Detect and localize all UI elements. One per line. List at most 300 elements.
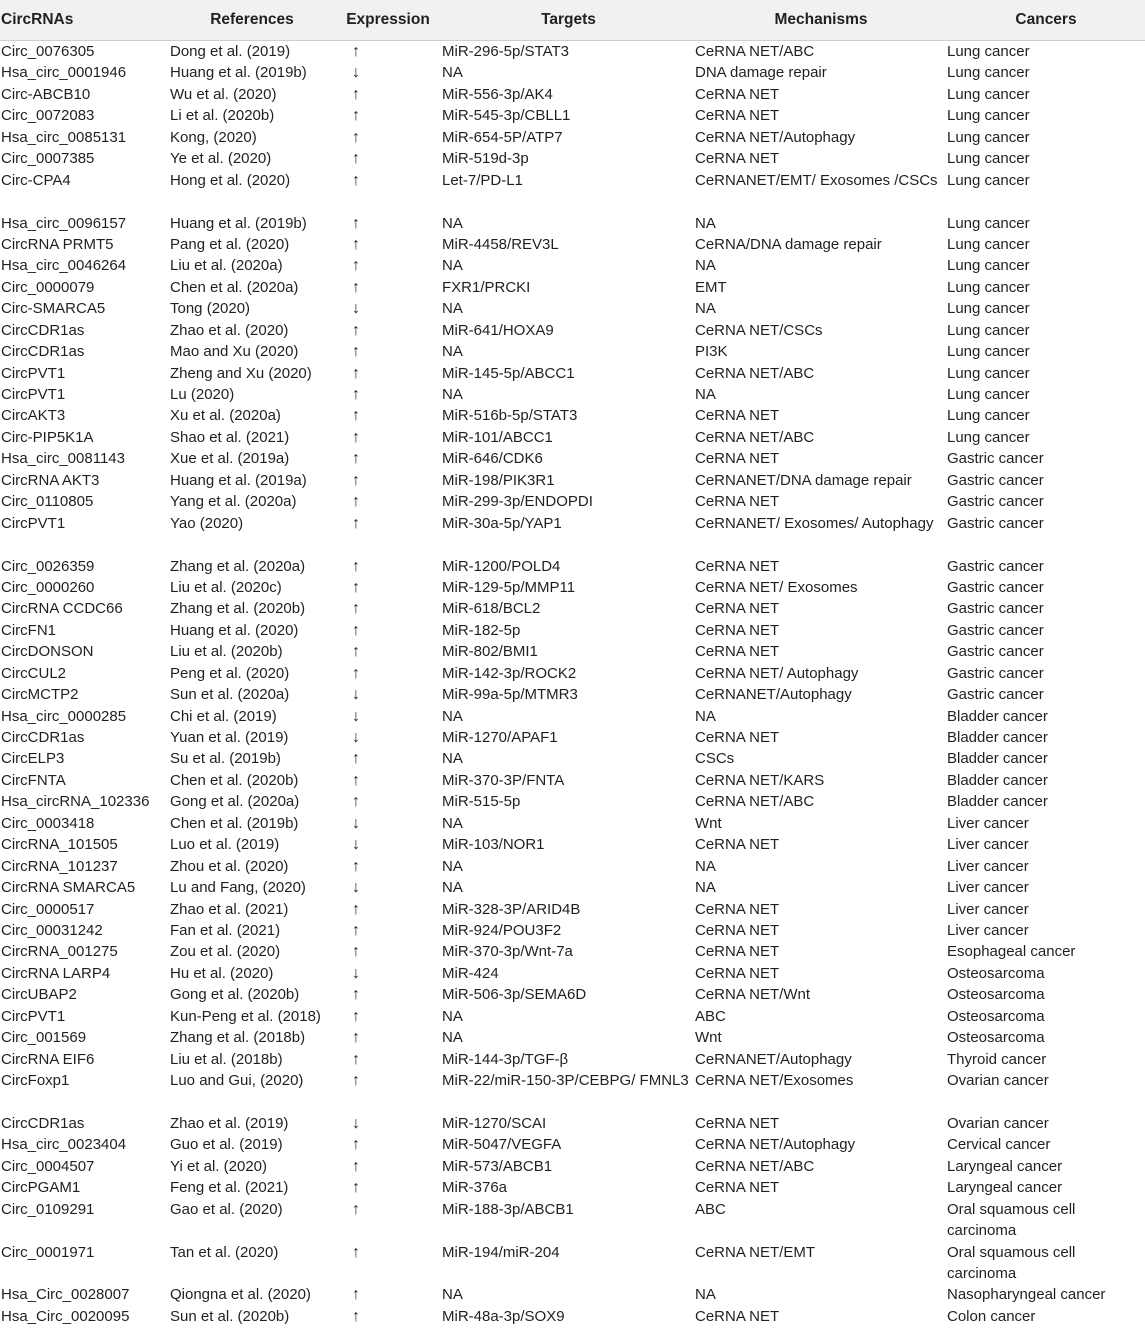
cell-mechanisms: CeRNA NET <box>695 107 780 125</box>
cell-reference: Lu and Fang, (2020) <box>170 879 306 897</box>
cell-targets: MiR-144-3p/TGF-β <box>442 1050 569 1068</box>
cell-circrna: CircFoxp1 <box>1 1072 70 1090</box>
cell-mechanisms: CeRNANET/Autophagy <box>695 1050 852 1068</box>
cell-cancers: Gastric cancer <box>947 664 1044 682</box>
cell-mechanisms: CeRNANET/DNA damage repair <box>695 471 912 489</box>
cell-circrna: CircMCTP2 <box>1 686 79 704</box>
cell-mechanisms: CeRNA NET/EMT <box>695 1243 816 1261</box>
cell-expression: ↓ <box>352 729 360 747</box>
table-row <box>0 105 1145 126</box>
cell-targets: NA <box>442 343 463 361</box>
table-row <box>0 255 1145 276</box>
cell-circrna: CircRNA AKT3 <box>1 471 100 489</box>
cell-cancers: Lung cancer <box>947 235 1030 253</box>
table-row <box>0 598 1145 619</box>
cell-reference: Tong (2020) <box>170 300 251 318</box>
table-row <box>0 856 1145 877</box>
table-row <box>0 684 1145 705</box>
cell-targets: MiR-641/HOXA9 <box>442 321 554 339</box>
cell-cancers: Colon cancer <box>947 1307 1036 1325</box>
cell-reference: Liu et al. (2018b) <box>170 1050 283 1068</box>
cell-reference: Li et al. (2020b) <box>170 107 275 125</box>
cell-expression: ↑ <box>352 1050 360 1068</box>
cell-reference: Liu et al. (2020a) <box>170 257 283 275</box>
cell-reference: Feng et al. (2021) <box>170 1179 289 1197</box>
cell-expression: ↓ <box>352 300 360 318</box>
cell-targets: MiR-103/NOR1 <box>442 836 545 854</box>
cell-targets: NA <box>442 879 463 897</box>
cell-circrna: Hsa_circ_0001946 <box>1 64 127 82</box>
cell-targets: MiR-328-3P/ARID4B <box>442 900 581 918</box>
cell-expression: ↑ <box>352 1179 360 1197</box>
cell-targets: MiR-376a <box>442 1179 508 1197</box>
cell-circrna: CircCDR1as <box>1 1114 85 1132</box>
cell-expression: ↑ <box>352 1029 360 1047</box>
cell-targets: MiR-5047/VEGFA <box>442 1136 562 1154</box>
header-row <box>0 0 1145 41</box>
table-row <box>0 770 1145 791</box>
cell-circrna: CircPVT1 <box>1 514 66 532</box>
cell-targets: MiR-424 <box>442 964 499 982</box>
cell-circrna: CircRNA PRMT5 <box>1 235 114 253</box>
cell-targets: MiR-101/ABCC1 <box>442 428 553 446</box>
cell-circrna: CircCDR1as <box>1 343 85 361</box>
cell-expression: ↑ <box>352 986 360 1004</box>
cell-mechanisms: CeRNANET/Autophagy <box>695 686 852 704</box>
cell-cancers: Oral squamous cell carcinoma <box>947 1243 1076 1282</box>
cell-targets: MiR-182-5p <box>442 621 521 639</box>
table-row <box>0 663 1145 684</box>
header-references: References <box>170 0 334 41</box>
cell-mechanisms: CeRNA NET/ABC <box>695 428 815 446</box>
cell-expression: ↑ <box>352 43 360 60</box>
cell-targets: NA <box>442 214 463 232</box>
cell-mechanisms: CeRNA NET <box>695 450 780 468</box>
cell-expression: ↓ <box>352 836 360 854</box>
cell-circrna: CircUBAP2 <box>1 986 77 1004</box>
cell-targets: MiR-370-3P/FNTA <box>442 771 565 789</box>
cell-circrna: Circ-PIP5K1A <box>1 428 94 446</box>
cell-reference: Su et al. (2019b) <box>170 750 281 768</box>
cell-cancers: Gastric cancer <box>947 643 1044 661</box>
cell-mechanisms: CeRNA NET <box>695 1307 780 1325</box>
cell-targets: MiR-802/BMI1 <box>442 643 538 661</box>
table-row <box>0 277 1145 298</box>
cell-cancers: Osteosarcoma <box>947 964 1045 982</box>
cell-mechanisms: DNA damage repair <box>695 64 827 82</box>
cell-targets: MiR-30a-5p/YAP1 <box>442 514 562 532</box>
cell-targets: MiR-556-3p/AK4 <box>442 85 553 103</box>
cell-mechanisms: CeRNA NET/CSCs <box>695 321 823 339</box>
cell-reference: Zhou et al. (2020) <box>170 857 289 875</box>
cell-expression: ↑ <box>352 1200 360 1218</box>
cell-circrna: Circ_0109291 <box>1 1200 95 1218</box>
cell-targets: NA <box>442 386 463 404</box>
table-row <box>0 641 1145 662</box>
table-row <box>0 1156 1145 1177</box>
cell-mechanisms: CeRNA NET <box>695 493 780 511</box>
table-row <box>0 213 1145 234</box>
cell-reference: Zhao et al. (2019) <box>170 1114 289 1132</box>
cell-targets: NA <box>442 257 463 275</box>
cell-expression: ↑ <box>352 557 360 575</box>
cell-targets: NA <box>442 814 463 832</box>
cell-mechanisms: CeRNA NET/ABC <box>695 364 815 382</box>
cell-circrna: Circ_0000517 <box>1 900 95 918</box>
cell-expression: ↑ <box>352 471 360 489</box>
cell-targets: NA <box>442 707 463 725</box>
table-row <box>0 1242 1145 1285</box>
cell-cancers: Gastric cancer <box>947 514 1044 532</box>
cell-circrna: Circ_00031242 <box>1 921 103 939</box>
table-row <box>0 620 1145 641</box>
cell-mechanisms: CeRNA NET/Autophagy <box>695 128 856 146</box>
table-row <box>0 405 1145 426</box>
table-row <box>0 1177 1145 1198</box>
cell-targets: NA <box>442 64 463 82</box>
cell-circrna: Circ_0007385 <box>1 150 95 168</box>
cell-mechanisms: NA <box>695 214 716 232</box>
cell-cancers: Lung cancer <box>947 407 1030 425</box>
cell-circrna: CircDONSON <box>1 643 94 661</box>
cell-expression: ↓ <box>352 707 360 725</box>
cell-mechanisms: Wnt <box>695 814 722 832</box>
cell-expression: ↑ <box>352 364 360 382</box>
table-row <box>0 1070 1145 1113</box>
cell-mechanisms: NA <box>695 879 716 897</box>
cell-targets: MiR-99a-5p/MTMR3 <box>442 686 578 704</box>
cell-expression: ↑ <box>352 1307 360 1325</box>
cell-mechanisms: NA <box>695 257 716 275</box>
cell-reference: Kong, (2020) <box>170 128 257 146</box>
cell-reference: Luo and Gui, (2020) <box>170 1072 304 1090</box>
cell-circrna: Circ_0072083 <box>1 107 95 125</box>
table-row <box>0 1027 1145 1048</box>
cell-expression: ↑ <box>352 1007 360 1025</box>
cell-mechanisms: CeRNANET/ Exosomes/ Autophagy <box>695 514 934 532</box>
table-row <box>0 941 1145 962</box>
cell-circrna: Circ_001569 <box>1 1029 87 1047</box>
cell-mechanisms: NA <box>695 300 716 318</box>
cell-targets: FXR1/PRCKI <box>442 278 531 296</box>
cell-expression: ↑ <box>352 321 360 339</box>
cell-cancers: Nasopharyngeal cancer <box>947 1286 1106 1304</box>
cell-expression: ↑ <box>352 1286 360 1304</box>
cell-cancers: Bladder cancer <box>947 750 1048 768</box>
cell-circrna: CircCDR1as <box>1 729 85 747</box>
cell-expression: ↑ <box>352 1136 360 1154</box>
cell-reference: Liu et al. (2020c) <box>170 578 282 596</box>
cell-expression: ↑ <box>352 857 360 875</box>
cell-cancers: Osteosarcoma <box>947 1029 1045 1047</box>
cell-expression: ↑ <box>352 450 360 468</box>
cell-circrna: Hsa_circ_0081143 <box>1 450 125 468</box>
cell-cancers: Lung cancer <box>947 43 1030 60</box>
cell-mechanisms: ABC <box>695 1007 726 1025</box>
header-mechanisms: Mechanisms <box>695 0 947 41</box>
cell-circrna: Hsa_Circ_0020095 <box>1 1307 130 1325</box>
cell-targets: MiR-22/miR-150-3P/CEBPG/ FMNL3 <box>442 1072 689 1090</box>
cell-cancers: Liver cancer <box>947 836 1029 854</box>
cell-targets: MiR-506-3p/SEMA6D <box>442 986 587 1004</box>
cell-circrna: CircPVT1 <box>1 364 66 382</box>
cell-expression: ↑ <box>352 428 360 446</box>
cell-expression: ↑ <box>352 664 360 682</box>
cell-cancers: Gastric cancer <box>947 493 1044 511</box>
cell-cancers: Bladder cancer <box>947 793 1048 811</box>
cell-circrna: Circ-CPA4 <box>1 171 71 189</box>
table-row <box>0 1049 1145 1070</box>
cell-expression: ↑ <box>352 493 360 511</box>
table-body <box>0 41 1145 1328</box>
table-row <box>0 1006 1145 1027</box>
table-row <box>0 1134 1145 1155</box>
cell-circrna: Hsa_circ_0085131 <box>1 128 127 146</box>
cell-reference: Peng et al. (2020) <box>170 664 290 682</box>
cell-mechanisms: CeRNA NET <box>695 150 780 168</box>
cell-targets: NA <box>442 1029 463 1047</box>
table-row <box>0 577 1145 598</box>
table-row <box>0 1306 1145 1327</box>
cell-mechanisms: NA <box>695 857 716 875</box>
cell-circrna: CircCDR1as <box>1 321 85 339</box>
cell-expression: ↑ <box>352 600 360 618</box>
cell-cancers: Gastric cancer <box>947 600 1044 618</box>
cell-circrna: CircRNA SMARCA5 <box>1 879 136 897</box>
cell-targets: MiR-145-5p/ABCC1 <box>442 364 575 382</box>
cell-reference: Wu et al. (2020) <box>170 85 277 103</box>
cell-cancers: Gastric cancer <box>947 578 1044 596</box>
cell-reference: Liu et al. (2020b) <box>170 643 283 661</box>
cell-cancers: Laryngeal cancer <box>947 1157 1063 1175</box>
cell-reference: Kun-Peng et al. (2018) <box>170 1007 321 1025</box>
cell-mechanisms: CeRNA NET <box>695 407 780 425</box>
cell-expression: ↓ <box>352 686 360 704</box>
cell-cancers: Ovarian cancer <box>947 1072 1049 1090</box>
cell-reference: Zhang et al. (2020a) <box>170 557 306 575</box>
cell-targets: MiR-1270/APAF1 <box>442 729 558 747</box>
cell-cancers: Liver cancer <box>947 900 1029 918</box>
cell-cancers: Liver cancer <box>947 857 1029 875</box>
table-row <box>0 1199 1145 1242</box>
cell-circrna: Hsa_circRNA_102336 <box>1 793 150 811</box>
cell-expression: ↑ <box>352 214 360 232</box>
cell-mechanisms: CeRNA NET <box>695 943 780 961</box>
cell-mechanisms: Wnt <box>695 1029 722 1047</box>
cell-reference: Pang et al. (2020) <box>170 235 290 253</box>
cell-mechanisms: CeRNA NET/ABC <box>695 793 815 811</box>
table-row <box>0 727 1145 748</box>
cell-mechanisms: CeRNA NET/Exosomes <box>695 1072 854 1090</box>
cell-cancers: Esophageal cancer <box>947 943 1076 961</box>
cell-circrna: Circ_0026359 <box>1 557 95 575</box>
cell-circrna: Circ_0004507 <box>1 1157 95 1175</box>
table-row <box>0 513 1145 556</box>
cell-reference: Hu et al. (2020) <box>170 964 274 982</box>
cell-targets: NA <box>442 1286 463 1304</box>
table-row <box>0 448 1145 469</box>
cell-cancers: Liver cancer <box>947 879 1029 897</box>
table-row <box>0 170 1145 213</box>
cell-circrna: CircPGAM1 <box>1 1179 81 1197</box>
table-row <box>0 84 1145 105</box>
cell-expression: ↑ <box>352 171 360 189</box>
cell-expression: ↓ <box>352 964 360 982</box>
cell-circrna: CircFNTA <box>1 771 66 789</box>
cell-cancers: Cervical cancer <box>947 1136 1051 1154</box>
cell-targets: MiR-188-3p/ABCB1 <box>442 1200 574 1218</box>
cell-reference: Lu (2020) <box>170 386 235 404</box>
table-row <box>0 41 1145 63</box>
cell-expression: ↑ <box>352 150 360 168</box>
cell-circrna: Hsa_circ_0046264 <box>1 257 127 275</box>
cell-expression: ↑ <box>352 943 360 961</box>
cell-targets: MiR-129-5p/MMP11 <box>442 578 576 596</box>
cell-expression: ↑ <box>352 343 360 361</box>
cell-mechanisms: CeRNA NET <box>695 85 780 103</box>
table-row <box>0 341 1145 362</box>
cell-mechanisms: PI3K <box>695 343 728 361</box>
cell-reference: Sun et al. (2020b) <box>170 1307 290 1325</box>
cell-targets: MiR-1200/POLD4 <box>442 557 561 575</box>
cell-reference: Xu et al. (2020a) <box>170 407 281 425</box>
cell-reference: Zhang et al. (2018b) <box>170 1029 306 1047</box>
cell-cancers: Lung cancer <box>947 128 1030 146</box>
cell-mechanisms: NA <box>695 707 716 725</box>
cell-reference: Huang et al. (2019b) <box>170 214 307 232</box>
cell-expression: ↑ <box>352 771 360 789</box>
cell-mechanisms: CeRNA NET/ABC <box>695 43 815 60</box>
cell-targets: Let-7/PD-L1 <box>442 171 523 189</box>
table-row <box>0 127 1145 148</box>
table-row <box>0 234 1145 255</box>
cell-mechanisms: CeRNA NET <box>695 557 780 575</box>
cell-mechanisms: CeRNA NET/ABC <box>695 1157 815 1175</box>
cell-targets: MiR-924/POU3F2 <box>442 921 562 939</box>
table-row <box>0 706 1145 727</box>
table-row <box>0 470 1145 491</box>
cell-reference: Huang et al. (2020) <box>170 621 299 639</box>
cell-reference: Guo et al. (2019) <box>170 1136 283 1154</box>
header-targets: Targets <box>442 0 695 41</box>
cell-reference: Dong et al. (2019) <box>170 43 291 60</box>
table-row <box>0 963 1145 984</box>
cell-circrna: Circ_0003418 <box>1 814 95 832</box>
cell-cancers: Lung cancer <box>947 364 1030 382</box>
cell-mechanisms: NA <box>695 1286 716 1304</box>
cell-reference: Xue et al. (2019a) <box>170 450 290 468</box>
cell-reference: Zhao et al. (2020) <box>170 321 289 339</box>
cell-mechanisms: CeRNA NET <box>695 600 780 618</box>
cell-cancers: Bladder cancer <box>947 771 1048 789</box>
cell-cancers: Ovarian cancer <box>947 1114 1049 1132</box>
cell-reference: Gong et al. (2020a) <box>170 793 300 811</box>
cell-reference: Zou et al. (2020) <box>170 943 281 961</box>
cell-circrna: CircPVT1 <box>1 386 66 404</box>
cell-cancers: Lung cancer <box>947 150 1030 168</box>
table-row <box>0 363 1145 384</box>
table-row <box>0 320 1145 341</box>
cell-targets: MiR-618/BCL2 <box>442 600 541 618</box>
cell-targets: MiR-370-3p/Wnt-7a <box>442 943 573 961</box>
cell-targets: MiR-4458/REV3L <box>442 235 559 253</box>
cell-mechanisms: NA <box>695 386 716 404</box>
cell-targets: MiR-1270/SCAI <box>442 1114 547 1132</box>
cell-cancers: Lung cancer <box>947 343 1030 361</box>
cell-cancers: Bladder cancer <box>947 729 1048 747</box>
cell-expression: ↓ <box>352 1114 360 1132</box>
cell-targets: NA <box>442 300 463 318</box>
cell-targets: MiR-194/miR-204 <box>442 1243 560 1261</box>
cell-mechanisms: EMT <box>695 278 727 296</box>
cell-expression: ↑ <box>352 386 360 404</box>
cell-cancers: Liver cancer <box>947 814 1029 832</box>
cell-mechanisms: CeRNA NET <box>695 964 780 982</box>
cell-reference: Yuan et al. (2019) <box>170 729 289 747</box>
cell-cancers: Bladder cancer <box>947 707 1048 725</box>
cell-mechanisms: CSCs <box>695 750 735 768</box>
table-row <box>0 491 1145 512</box>
table-row <box>0 556 1145 577</box>
cell-reference: Chen et al. (2019b) <box>170 814 299 832</box>
cell-expression: ↑ <box>352 921 360 939</box>
cell-circrna: CircPVT1 <box>1 1007 66 1025</box>
cell-circrna: Hsa_circ_0000285 <box>1 707 127 725</box>
cell-cancers: Lung cancer <box>947 278 1030 296</box>
table-row <box>0 748 1145 769</box>
table-row <box>0 1113 1145 1134</box>
cell-expression: ↓ <box>352 64 360 82</box>
cell-reference: Luo et al. (2019) <box>170 836 280 854</box>
cell-expression: ↑ <box>352 578 360 596</box>
cell-cancers: Osteosarcoma <box>947 1007 1045 1025</box>
cell-expression: ↑ <box>352 514 360 532</box>
cell-targets: MiR-48a-3p/SOX9 <box>442 1307 565 1325</box>
cell-reference: Hong et al. (2020) <box>170 171 291 189</box>
cell-mechanisms: CeRNA NET/ Exosomes <box>695 578 858 596</box>
header-circrnas: CircRNAs <box>0 0 170 41</box>
cell-reference: Gao et al. (2020) <box>170 1200 283 1218</box>
cell-circrna: Circ-ABCB10 <box>1 85 91 103</box>
header-expression: Expression <box>334 0 442 41</box>
cell-reference: Mao and Xu (2020) <box>170 343 299 361</box>
cell-expression: ↑ <box>352 621 360 639</box>
cell-circrna: CircRNA EIF6 <box>1 1050 95 1068</box>
cell-circrna: Hsa_Circ_0028007 <box>1 1286 130 1304</box>
cell-mechanisms: CeRNA NET <box>695 1114 780 1132</box>
cell-expression: ↑ <box>352 407 360 425</box>
cell-mechanisms: CeRNA NET <box>695 1179 780 1197</box>
cell-cancers: Lung cancer <box>947 321 1030 339</box>
cell-reference: Huang et al. (2019b) <box>170 64 307 82</box>
cell-targets: NA <box>442 857 463 875</box>
header-cancers: Cancers <box>947 0 1145 41</box>
cell-reference: Chen et al. (2020a) <box>170 278 299 296</box>
cell-expression: ↑ <box>352 1243 360 1261</box>
cell-reference: Qiongna et al. (2020) <box>170 1286 311 1304</box>
cell-cancers: Gastric cancer <box>947 686 1044 704</box>
cell-reference: Chi et al. (2019) <box>170 707 277 725</box>
cell-targets: MiR-519d-3p <box>442 150 529 168</box>
cell-circrna: CircCUL2 <box>1 664 67 682</box>
cell-cancers: Gastric cancer <box>947 557 1044 575</box>
cell-circrna: CircRNA LARP4 <box>1 964 111 982</box>
cell-cancers: Lung cancer <box>947 214 1030 232</box>
cell-reference: Huang et al. (2019a) <box>170 471 307 489</box>
cell-expression: ↑ <box>352 278 360 296</box>
cell-targets: NA <box>442 750 463 768</box>
cell-cancers: Lung cancer <box>947 107 1030 125</box>
